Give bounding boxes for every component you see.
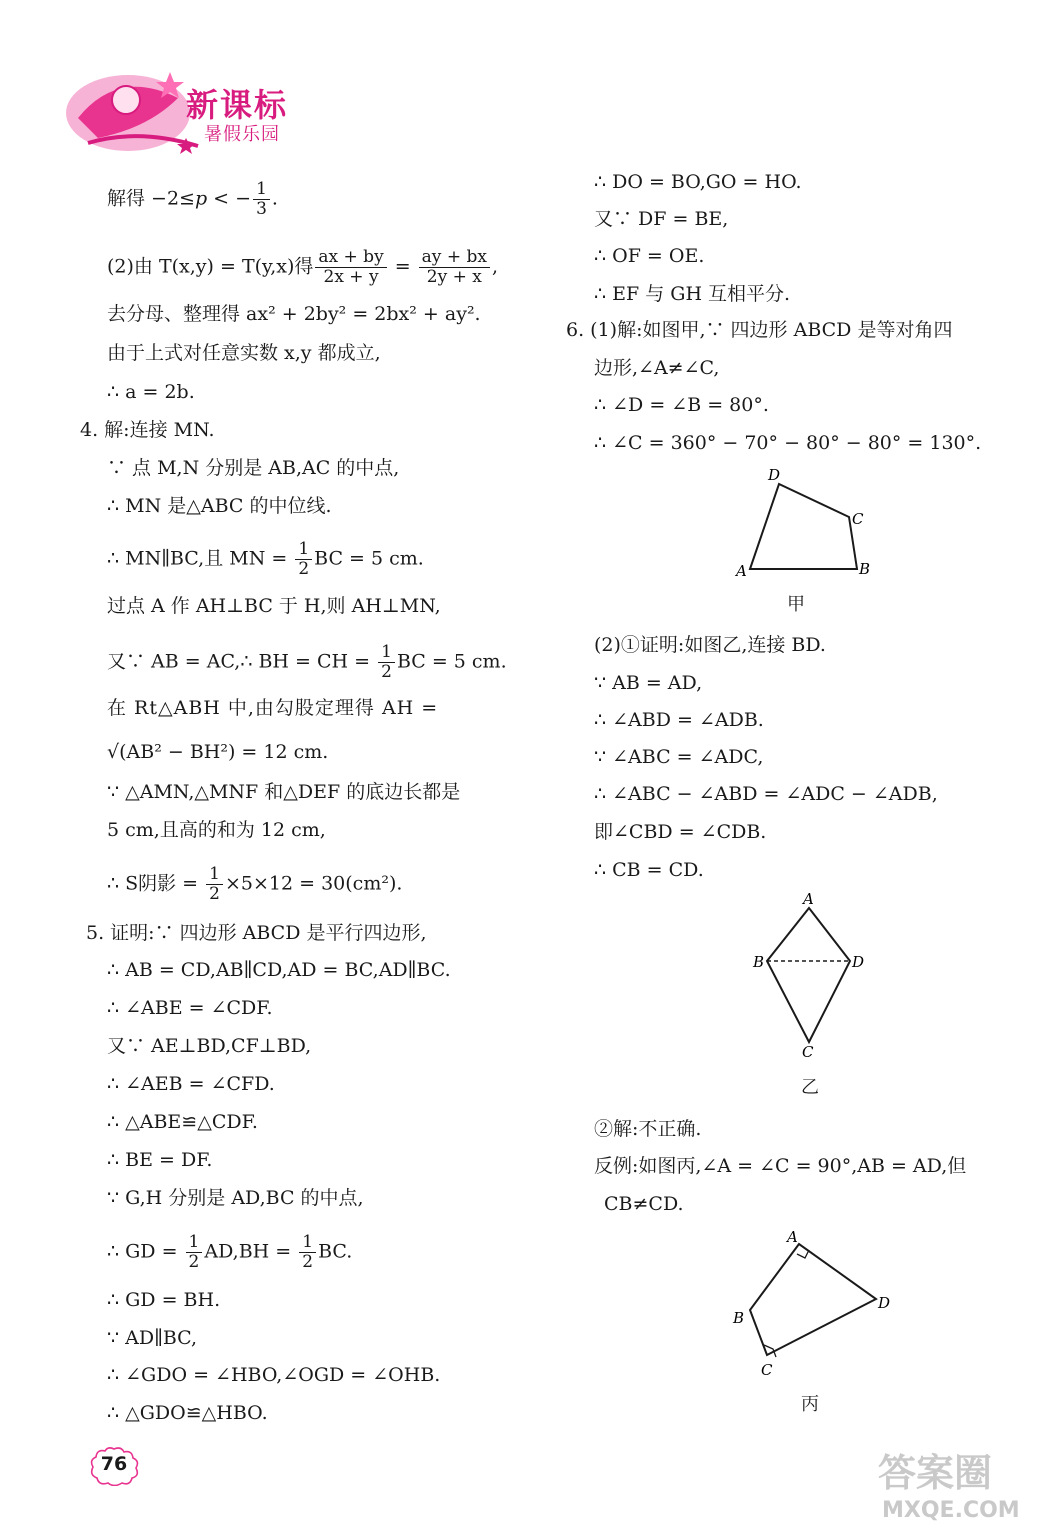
left-line-26: ∴ GD = BH.	[107, 1289, 221, 1311]
left-line-1: 解得 −2≤p < − $\frac{1}{3}$ .	[107, 179, 278, 219]
left-line-17: 5. 证明:∵ 四边形 ABCD 是平行四边形,	[86, 922, 427, 944]
label-jia-c: C	[852, 510, 864, 528]
right-line-1: ∴ DO = BO,GO = HO.	[594, 171, 802, 193]
left-line-7: ∵ 点 M,N 分别是 AB,AC 的中点,	[107, 457, 400, 479]
right-line-15: ∴ CB = CD.	[594, 859, 704, 881]
left-line-10: 过点 A 作 AH⊥BC 于 H,则 AH⊥MN,	[107, 595, 441, 617]
right-line-6: 边形,∠A≠∠C,	[594, 357, 720, 379]
right-line-9: (2)①证明:如图乙,连接 BD.	[594, 634, 826, 656]
figure-bing-caption: 丙	[801, 1394, 819, 1415]
left-line-8: ∴ MN 是△ABC 的中位线.	[107, 495, 332, 517]
watermark-cn: 答案圈	[878, 1451, 993, 1495]
left-line-13: √(AB² − BH²) = 12 cm.	[107, 741, 329, 763]
label-yi-d: D	[852, 953, 865, 971]
left-line-3: 去分母、整理得 ax² + 2by² = 2bx² + ay².	[107, 303, 481, 325]
left-line-4: 由于上式对任意实数 x,y 都成立,	[107, 342, 381, 364]
right-line-10: ∵ AB = AD,	[594, 672, 703, 694]
left-line-28: ∴ ∠GDO = ∠HBO,∠OGD = ∠OHB.	[107, 1364, 441, 1386]
label-bing-c: C	[761, 1361, 773, 1379]
right-line-12: ∵ ∠ABC = ∠ADC,	[594, 746, 764, 768]
right-line-7: ∴ ∠D = ∠B = 80°.	[594, 394, 769, 416]
label-bing-b: B	[733, 1309, 745, 1327]
label-jia-a: A	[736, 562, 747, 580]
left-line-19: ∴ ∠ABE = ∠CDF.	[107, 997, 273, 1019]
label-jia-d: D	[768, 466, 781, 484]
right-line-5: 6. (1)解:如图甲,∵ 四边形 ABCD 是等对角四	[566, 319, 953, 341]
left-line-25: ∴ GD = $\frac{1}{2}$ AD,BH = $\frac{1}{2}$ BC.	[107, 1232, 353, 1272]
figure-yi	[745, 890, 875, 1065]
label-bing-d: D	[878, 1294, 891, 1312]
left-line-20: 又∵ AE⊥BD,CF⊥BD,	[107, 1035, 312, 1057]
watermark-domain: MXQE.COM	[882, 1498, 1020, 1523]
right-line-2: 又∵ DF = BE,	[594, 208, 729, 230]
right-line-4: ∴ EF 与 GH 互相平分.	[594, 283, 791, 305]
right-line-3: ∴ OF = OE.	[594, 245, 705, 267]
right-angle-mark-a	[797, 1250, 809, 1258]
logo-title: 新课标	[186, 86, 289, 124]
left-line-11: 又∵ AB = AC,∴ BH = CH = $\frac{1}{2}$ BC = 5 cm.	[107, 642, 507, 682]
left-line-22: ∴ △ABE≌△CDF.	[107, 1111, 258, 1133]
right-line-11: ∴ ∠ABD = ∠ADB.	[594, 709, 764, 731]
page-number: 76	[100, 1453, 128, 1475]
left-line-29: ∴ △GDO≌△HBO.	[107, 1402, 268, 1424]
label-bing-a: A	[787, 1228, 798, 1246]
page-number-badge	[88, 1446, 140, 1486]
left-line-2: (2)由 T(x,y) = T(y,x)得 $\frac{ax + by}{2x + y}$ = $\frac{ay + bx}{2y + x}$ ,	[107, 247, 498, 287]
right-line-13: ∴ ∠ABC − ∠ABD = ∠ADC − ∠ADB,	[594, 783, 938, 805]
left-line-23: ∴ BE = DF.	[107, 1149, 213, 1171]
left-line-14: ∵ △AMN,△MNF 和△DEF 的底边长都是	[107, 781, 461, 803]
figure-jia-caption: 甲	[787, 594, 805, 615]
quadrilateral-bing	[750, 1244, 876, 1355]
left-line-21: ∴ ∠AEB = ∠CFD.	[107, 1073, 275, 1095]
quadrilateral-jia	[750, 484, 857, 569]
label-yi-a: A	[803, 890, 814, 908]
left-line-18: ∴ AB = CD,AB∥CD,AD = BC,AD∥BC.	[107, 959, 451, 981]
right-line-18: CB≠CD.	[604, 1193, 684, 1215]
left-line-12: 在 Rt△ABH 中,由勾股定理得 AH =	[107, 697, 439, 719]
right-line-8: ∴ ∠C = 360° − 70° − 80° − 80° = 130°.	[594, 432, 982, 454]
right-line-14: 即∠CBD = ∠CDB.	[594, 821, 767, 843]
left-line-27: ∵ AD∥BC,	[107, 1327, 198, 1349]
figure-yi-caption: 乙	[801, 1077, 819, 1098]
label-jia-b: B	[859, 560, 871, 578]
left-line-16: ∴ S阴影 = $\frac{1}{2}$ ×5×12 = 30(cm²).	[107, 864, 403, 904]
left-line-9: ∴ MN∥BC,且 MN = $\frac{1}{2}$ BC = 5 cm.	[107, 539, 424, 579]
label-yi-b: B	[753, 953, 765, 971]
left-line-5: ∴ a = 2b.	[107, 381, 195, 403]
label-yi-c: C	[802, 1043, 814, 1061]
figure-jia	[728, 464, 878, 584]
left-line-6: 4. 解:连接 MN.	[80, 419, 215, 441]
figure-bing	[725, 1225, 905, 1385]
left-line-15: 5 cm,且高的和为 12 cm,	[107, 819, 326, 841]
logo-subtitle: 暑假乐园	[204, 124, 280, 145]
left-line-24: ∵ G,H 分别是 AD,BC 的中点,	[107, 1187, 364, 1209]
kite-yi	[767, 908, 850, 1042]
watermark	[868, 1440, 1038, 1530]
right-line-17: 反例:如图丙,∠A = ∠C = 90°,AB = AD,但	[594, 1155, 967, 1177]
right-line-16: ②解:不正确.	[594, 1118, 702, 1140]
